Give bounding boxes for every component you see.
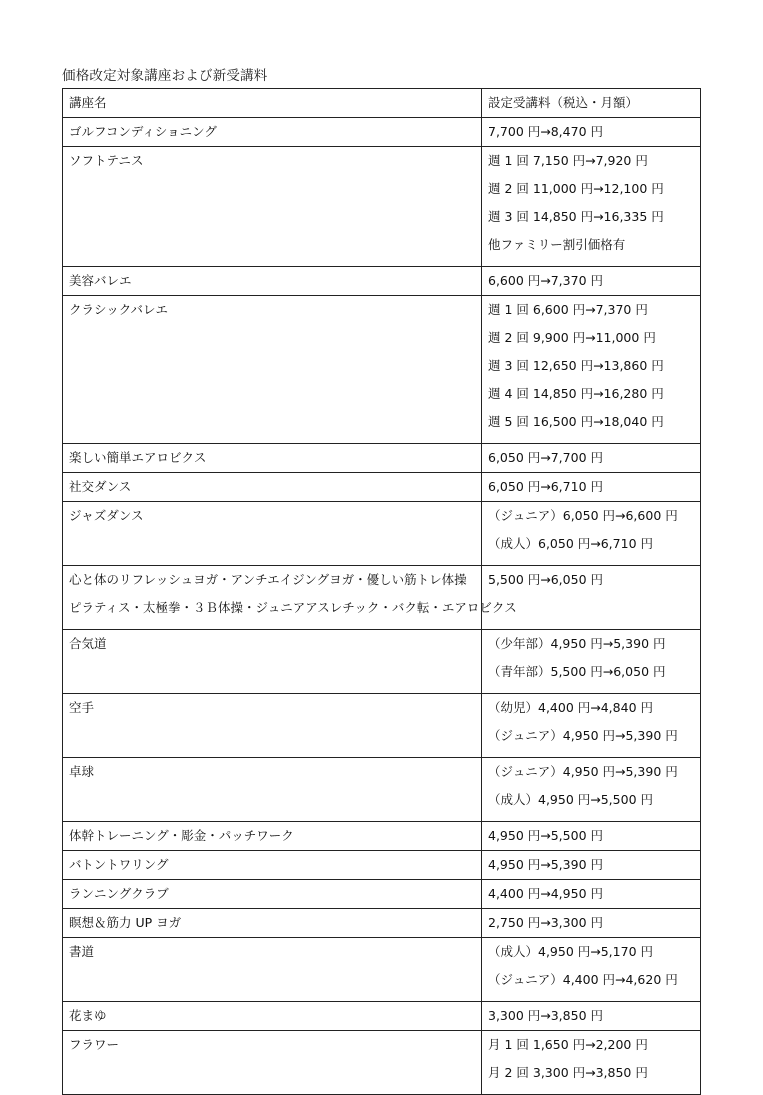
header-course-name: 講座名 [63, 89, 482, 118]
fee-line: 3,300 円→3,850 円 [488, 1008, 603, 1023]
fee-line: 6,050 円→6,710 円 [488, 479, 603, 494]
fee-line: 週 3 回 12,650 円→13,860 円 [488, 358, 664, 373]
table-row [63, 473, 701, 502]
course-name: ランニングクラブ [69, 886, 169, 901]
fee-line: 4,950 円→5,500 円 [488, 828, 603, 843]
course-name-cell [63, 502, 482, 566]
table-row [63, 147, 701, 267]
fee-line: 週 5 回 16,500 円→18,040 円 [488, 414, 664, 429]
fee-line: 他ファミリー割引価格有 [488, 237, 626, 252]
fee-line: 4,400 円→4,950 円 [488, 886, 603, 901]
course-name: クラシックバレエ [69, 302, 169, 317]
fee-cell [482, 118, 701, 147]
fee-line: 月 2 回 3,300 円→3,850 円 [488, 1065, 648, 1080]
table-row [63, 502, 701, 566]
course-name-cell [63, 1031, 482, 1095]
document-title: 価格改定対象講座および新受講料 [62, 68, 268, 84]
fee-line: 5,500 円→6,050 円 [488, 572, 603, 587]
fee-line: 週 1 回 7,150 円→7,920 円 [488, 153, 648, 168]
table-row [63, 296, 701, 444]
fee-cell [482, 147, 701, 267]
fee-line: 週 3 回 14,850 円→16,335 円 [488, 209, 664, 224]
course-name-cell [63, 296, 482, 444]
course-name-cell [63, 444, 482, 473]
fee-cell [482, 694, 701, 758]
fee-cell [482, 1002, 701, 1031]
course-name: ソフトテニス [69, 153, 144, 168]
course-name: 楽しい簡単エアロビクス [69, 450, 207, 465]
course-name: 花まゆ [69, 1008, 107, 1023]
fee-cell [482, 880, 701, 909]
fee-line: （青年部）5,500 円→6,050 円 [488, 664, 666, 679]
fee-cell [482, 566, 701, 630]
fee-cell [482, 473, 701, 502]
table-row [63, 1031, 701, 1095]
fee-cell [482, 630, 701, 694]
course-name: バトントワリング [69, 857, 169, 872]
course-name-cell [63, 880, 482, 909]
course-name-cell [63, 267, 482, 296]
course-name-cell [63, 147, 482, 267]
course-name: フラワー [69, 1037, 120, 1052]
table-header-row [63, 89, 701, 118]
course-name: ピラティス・太極拳・３Ｂ体操・ジュニアアスレチック・バク転・エアロビクス [69, 600, 517, 615]
course-name: 体幹トレーニング・彫金・パッチワーク [69, 828, 294, 843]
course-name-cell [63, 909, 482, 938]
fee-line: 週 1 回 6,600 円→7,370 円 [488, 302, 648, 317]
fee-line: （幼児）4,400 円→4,840 円 [488, 700, 653, 715]
course-name: ゴルフコンディショニング [69, 124, 217, 139]
fee-line: 4,950 円→5,390 円 [488, 857, 603, 872]
fee-cell [482, 502, 701, 566]
fee-line: （ジュニア）4,400 円→4,620 円 [488, 972, 678, 987]
table-row [63, 1002, 701, 1031]
course-name: 心と体のリフレッシュヨガ・アンチエイジングヨガ・優しい筋トレ体操 [69, 572, 467, 587]
table-row [63, 880, 701, 909]
fee-line: 週 2 回 9,900 円→11,000 円 [488, 330, 656, 345]
course-name: 美容バレエ [69, 273, 132, 288]
course-name: ジャズダンス [69, 508, 144, 523]
course-name-cell [63, 938, 482, 1002]
course-name: 空手 [69, 700, 95, 715]
fee-cell [482, 444, 701, 473]
table-row [63, 758, 701, 822]
fee-line: 6,600 円→7,370 円 [488, 273, 603, 288]
course-name: 瞑想＆筋力 UP ヨガ [69, 915, 182, 930]
course-name-cell [63, 473, 482, 502]
fee-line: （少年部）4,950 円→5,390 円 [488, 636, 666, 651]
table-row [63, 938, 701, 1002]
fee-cell [482, 1031, 701, 1095]
course-name-cell [63, 758, 482, 822]
course-name-cell [63, 694, 482, 758]
table-row [63, 118, 701, 147]
header-fee: 設定受講料（税込・月額） [482, 89, 701, 118]
fee-line: 7,700 円→8,470 円 [488, 124, 603, 139]
course-name: 卓球 [69, 764, 95, 779]
table-row [63, 630, 701, 694]
course-name-cell [63, 851, 482, 880]
fee-cell [482, 267, 701, 296]
fee-line: （ジュニア）4,950 円→5,390 円 [488, 728, 678, 743]
fee-line: 6,050 円→7,700 円 [488, 450, 603, 465]
fee-line: （成人）4,950 円→5,500 円 [488, 792, 653, 807]
fee-cell [482, 822, 701, 851]
price-table [62, 88, 701, 1095]
table-row [63, 694, 701, 758]
fee-line: （ジュニア）4,950 円→5,390 円 [488, 764, 678, 779]
fee-cell [482, 758, 701, 822]
table-row [63, 822, 701, 851]
course-name: 書道 [69, 944, 95, 959]
table-row [63, 267, 701, 296]
fee-cell [482, 851, 701, 880]
fee-line: （ジュニア）6,050 円→6,600 円 [488, 508, 678, 523]
course-name-cell [63, 630, 482, 694]
course-name-cell [63, 1002, 482, 1031]
fee-line: （成人）4,950 円→5,170 円 [488, 944, 653, 959]
table-row [63, 851, 701, 880]
course-name-cell [63, 566, 517, 630]
table-row [63, 566, 701, 630]
table-row [63, 909, 701, 938]
course-name: 社交ダンス [69, 479, 132, 494]
fee-line: （成人）6,050 円→6,710 円 [488, 536, 653, 551]
fee-cell [482, 909, 701, 938]
fee-line: 週 2 回 11,000 円→12,100 円 [488, 181, 664, 196]
fee-line: 月 1 回 1,650 円→2,200 円 [488, 1037, 648, 1052]
fee-line: 2,750 円→3,300 円 [488, 915, 603, 930]
fee-line: 週 4 回 14,850 円→16,280 円 [488, 386, 664, 401]
course-name-cell [63, 822, 482, 851]
course-name-cell [63, 118, 482, 147]
course-name: 合気道 [69, 636, 107, 651]
fee-cell [482, 938, 701, 1002]
table-row [63, 444, 701, 473]
fee-cell [482, 296, 701, 444]
